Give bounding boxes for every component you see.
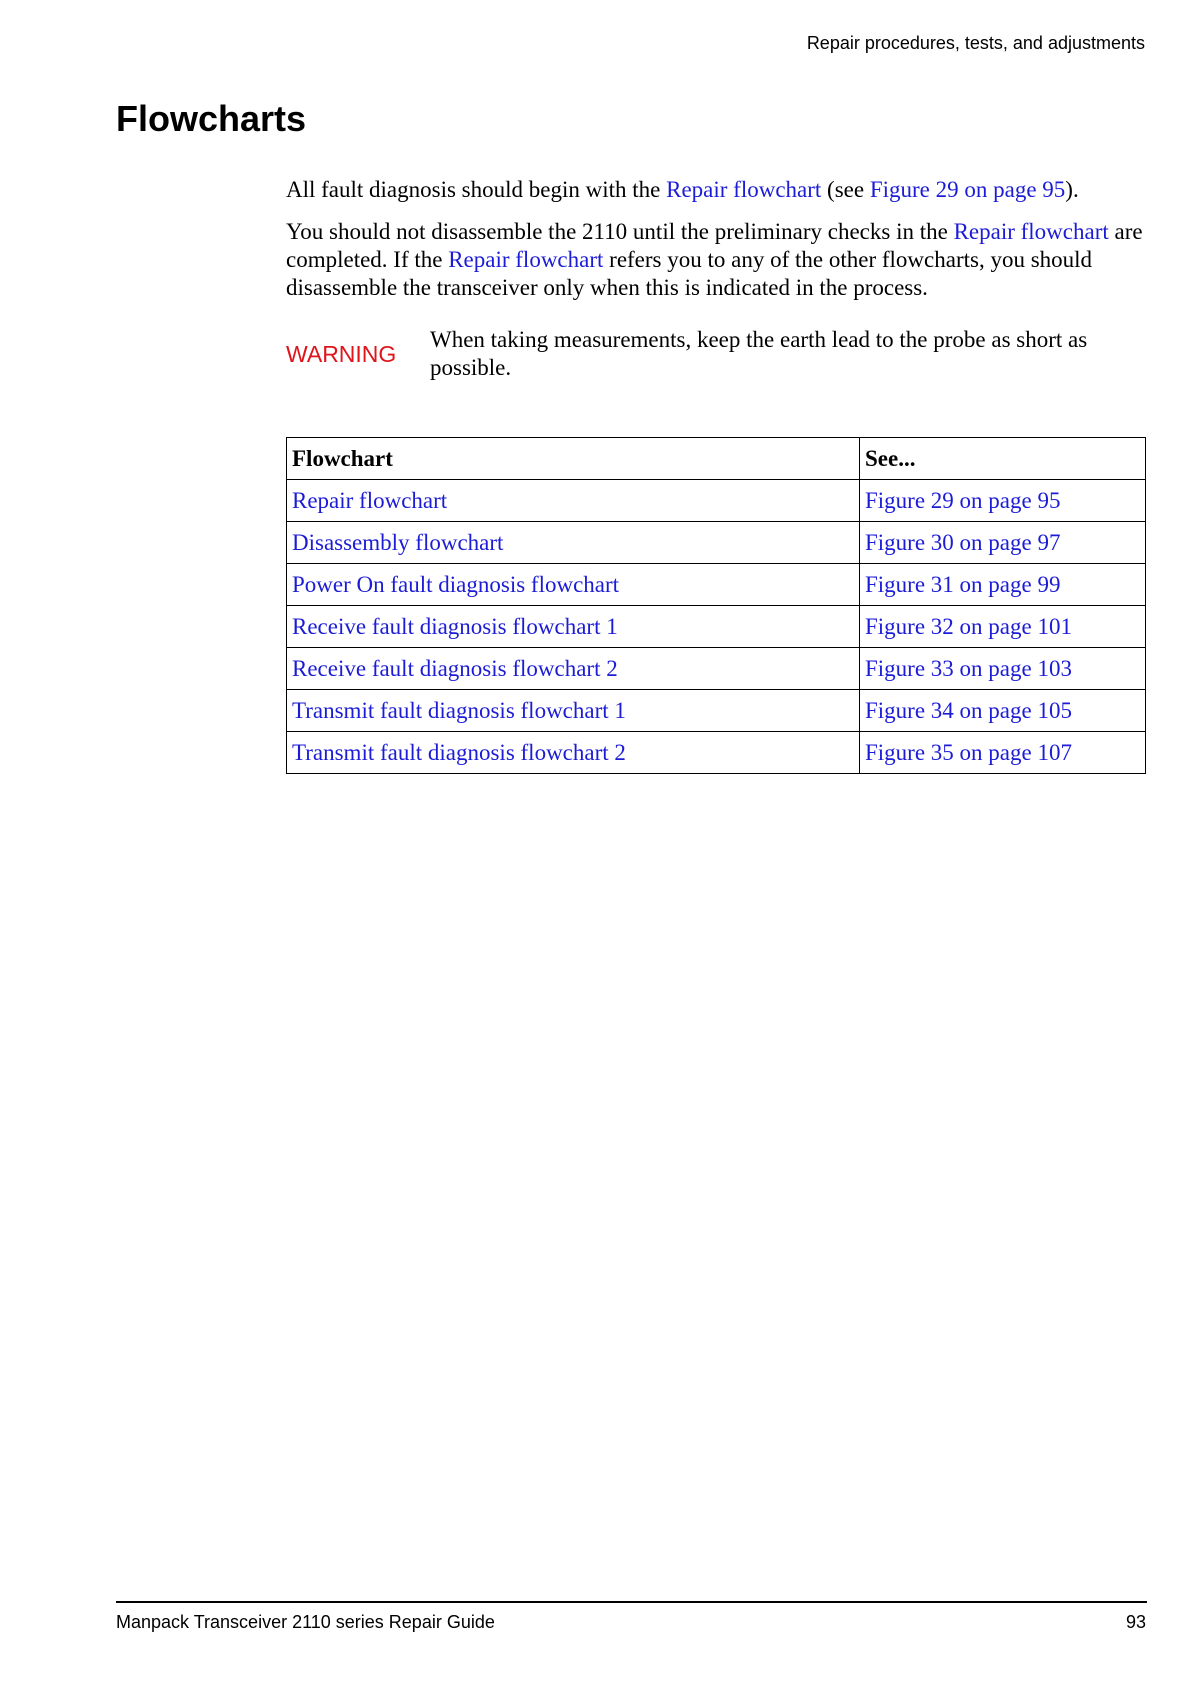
column-header-see: See... bbox=[860, 438, 1146, 480]
flowchart-cell bbox=[287, 522, 860, 564]
flowchart-link[interactable]: Transmit fault diagnosis flowchart 1 bbox=[292, 697, 626, 723]
figure-link[interactable]: Figure 34 on page 105 bbox=[865, 697, 1072, 723]
table-row bbox=[287, 480, 1146, 522]
figure-link[interactable]: Figure 29 on page 95 bbox=[865, 487, 1061, 513]
repair-flowchart-link[interactable]: Repair flowchart bbox=[666, 177, 822, 202]
footer-divider bbox=[116, 1601, 1147, 1603]
see-cell bbox=[860, 690, 1146, 732]
table-row bbox=[287, 606, 1146, 648]
see-cell bbox=[860, 522, 1146, 564]
figure-29-link[interactable]: Figure 29 on page 95 bbox=[869, 177, 1066, 202]
figure-link[interactable]: Figure 33 on page 103 bbox=[865, 655, 1072, 681]
table-row bbox=[287, 522, 1146, 564]
table-header-row bbox=[287, 438, 1146, 480]
intro-text: All fault diagnosis should begin with the bbox=[286, 177, 667, 202]
see-cell bbox=[860, 732, 1146, 774]
warning-text: When taking measurements, keep the earth lead to the probe as short as possible. bbox=[430, 327, 1088, 380]
table-row bbox=[287, 690, 1146, 732]
running-header: Repair procedures, tests, and adjustments bbox=[806, 33, 1145, 53]
intro-paragraph-2 bbox=[286, 218, 1146, 302]
intro-text: are completed. If the bbox=[286, 219, 1143, 272]
intro-paragraph-1 bbox=[286, 176, 1146, 204]
footer-page-number: 93 bbox=[1125, 1612, 1146, 1632]
intro-text: (see bbox=[821, 177, 870, 202]
see-cell bbox=[860, 480, 1146, 522]
flowchart-table bbox=[286, 437, 1146, 774]
flowchart-link[interactable]: Repair flowchart bbox=[292, 487, 448, 513]
figure-link[interactable]: Figure 30 on page 97 bbox=[865, 529, 1061, 555]
intro-text: refers you to any of the other flowcharts, you should disassemble the transceiver only when this is indicated in the process. bbox=[286, 247, 1093, 300]
figure-link[interactable]: Figure 35 on page 107 bbox=[865, 739, 1072, 765]
flowchart-link[interactable]: Receive fault diagnosis flowchart 2 bbox=[292, 655, 618, 681]
repair-flowchart-link[interactable]: Repair flowchart bbox=[953, 219, 1109, 244]
intro-text: You should not disassemble the 2110 until the preliminary checks in the bbox=[286, 219, 954, 244]
table-row bbox=[287, 648, 1146, 690]
flowchart-link[interactable]: Receive fault diagnosis flowchart 1 bbox=[292, 613, 618, 639]
warning-label: WARNING bbox=[286, 341, 397, 367]
flowchart-link[interactable]: Disassembly flowchart bbox=[292, 529, 504, 555]
see-cell bbox=[860, 564, 1146, 606]
column-header-flowchart: Flowchart bbox=[287, 438, 860, 480]
flowchart-cell bbox=[287, 606, 860, 648]
table-row bbox=[287, 564, 1146, 606]
flowchart-cell bbox=[287, 690, 860, 732]
see-cell bbox=[860, 648, 1146, 690]
flowchart-cell bbox=[287, 564, 860, 606]
flowchart-cell bbox=[287, 648, 860, 690]
table-row bbox=[287, 732, 1146, 774]
figure-link[interactable]: Figure 32 on page 101 bbox=[865, 613, 1072, 639]
flowchart-cell bbox=[287, 480, 860, 522]
page-title: Flowcharts bbox=[116, 98, 307, 139]
flowchart-cell bbox=[287, 732, 860, 774]
flowchart-link[interactable]: Power On fault diagnosis flowchart bbox=[292, 571, 620, 597]
repair-flowchart-link[interactable]: Repair flowchart bbox=[448, 247, 604, 272]
intro-text: ). bbox=[1065, 177, 1079, 202]
footer-doc-title: Manpack Transceiver 2110 series Repair Guide bbox=[116, 1612, 495, 1632]
flowchart-link[interactable]: Transmit fault diagnosis flowchart 2 bbox=[292, 739, 626, 765]
figure-link[interactable]: Figure 31 on page 99 bbox=[865, 571, 1061, 597]
see-cell bbox=[860, 606, 1146, 648]
